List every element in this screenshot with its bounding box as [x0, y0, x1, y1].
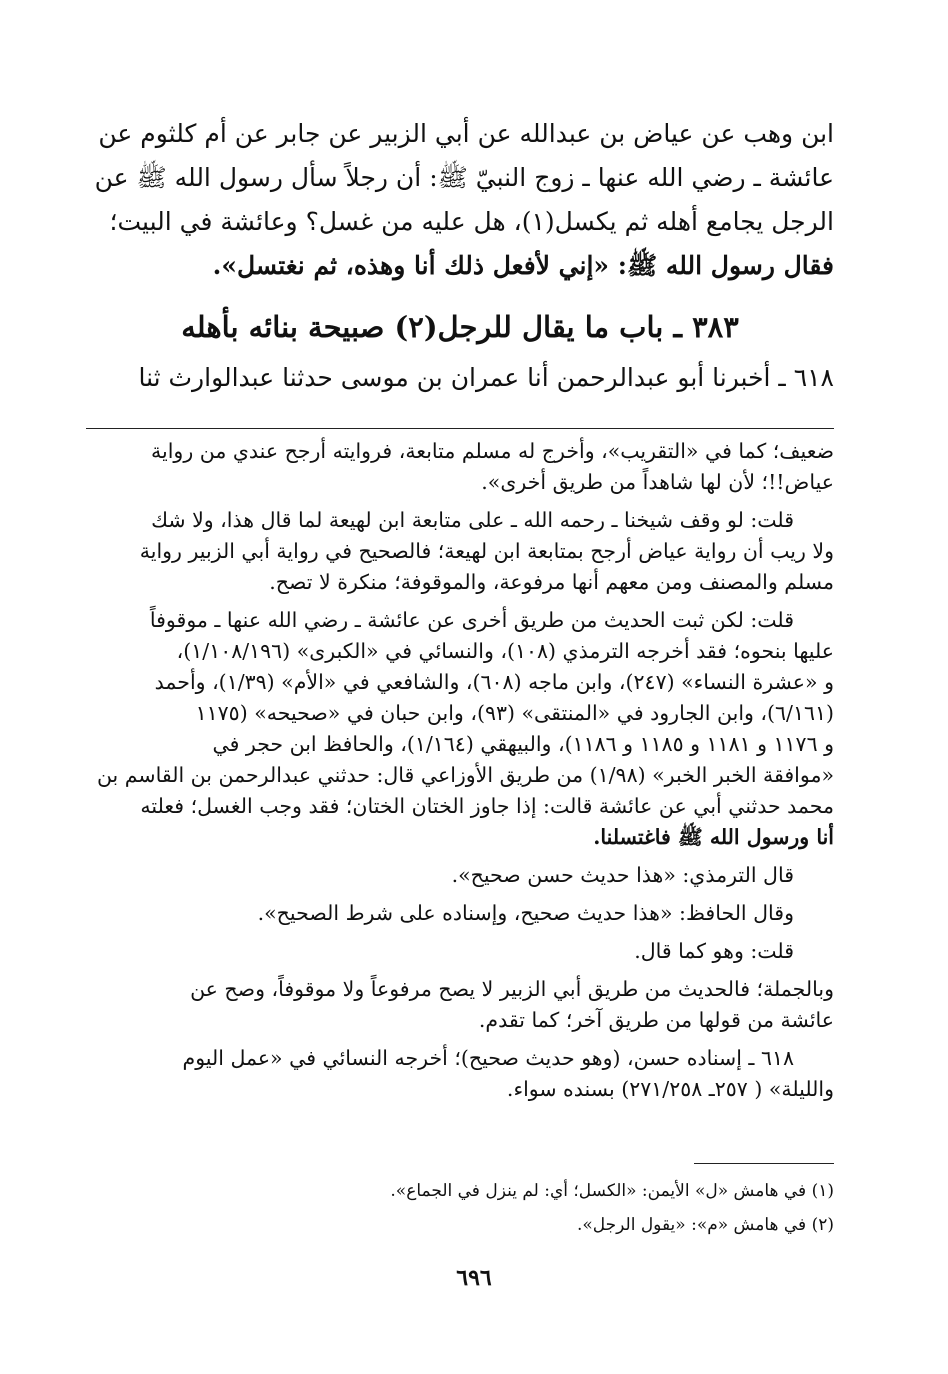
chapter-heading: ٣٨٣ ـ باب ما يقال للرجل(٢) صبيحة بنائه بأهله [181, 310, 739, 344]
text-line: الرجل يجامع أهله ثم يكسل(١)، هل عليه من غسل؟ وعائشة في البيت؛ [109, 207, 834, 236]
commentary-line: محمد حدثني أبي عن عائشة قالت: إذا جاوز الختان الختان؛ فقد وجب الغسل؛ فعلته [140, 794, 834, 818]
commentary-line: و ١١٧٦ و ١١٨١ و ١١٨٥ و ١١٨٦)، والبيهقي (١/١٦٤)، والحافظ ابن حجر في [212, 732, 834, 756]
commentary-line: قلت: لو وقف شيخنا ـ رحمه الله ـ على متابعة ابن لهيعة لما قال هذا، ولا شك [151, 508, 794, 532]
commentary-line: والليلة» ( ٢٥٧ـ ٢٧١/٢٥٨) بسنده سواء. [506, 1077, 834, 1101]
commentary-line: ٦١٨ ـ إسناده حسن، (وهو حديث صحيح)؛ أخرجه النسائي في «عمل اليوم [182, 1046, 794, 1070]
text-line: فقال رسول الله ﷺ: «إني لأفعل ذلك أنا وهذه، ثم نغتسل». [212, 251, 834, 280]
page-number: ٦٩٦ [456, 1265, 492, 1291]
commentary-line: وبالجملة؛ فالحديث من طريق أبي الزبير لا يصح مرفوعاً ولا موقوفاً، وصح عن [190, 977, 834, 1001]
commentary [86, 436, 834, 1105]
footnote: (١) في هامش «ل» الأيمن: «الكسل؛ أي: لم ينزل في الجماع». [390, 1181, 834, 1201]
commentary-line: قلت: لكن ثبت الحديث من طريق أخرى عن عائشة ـ رضي الله عنها ـ موقوفاً [149, 608, 794, 632]
text-line: عائشة ـ رضي الله عنها ـ زوج النبيّ ﷺ: أن رجلاً سأل رسول الله ﷺ عن [94, 163, 834, 192]
footnote-divider [694, 1163, 834, 1164]
commentary-line: وقال الحافظ: «هذا حديث صحيح، وإسناده على شرط الصحيح». [257, 901, 794, 925]
commentary-divider [86, 428, 834, 429]
footnotes [86, 1174, 834, 1242]
footnote: (٢) في هامش «م»: «يقول الرجل». [576, 1215, 834, 1235]
main-text [86, 112, 834, 288]
commentary-line: قلت: وهو كما قال. [634, 939, 794, 963]
text-line: ابن وهب عن عياض بن عبدالله عن أبي الزبير عن جابر عن أم كلثوم عن [98, 119, 834, 148]
hadith-start: ٦١٨ ـ أخبرنا أبو عبدالرحمن أنا عمران بن موسى حدثنا عبدالوارث ثنا [138, 363, 834, 392]
commentary-line: ضعيف؛ كما في «التقريب»، وأخرج له مسلم متابعة، فروايته أرجح عندي من رواية [151, 439, 834, 463]
commentary-line: عياض!!؛ لأن لها شاهداً من طريق أخرى». [481, 470, 834, 494]
commentary-line: «موافقة الخبر الخبر» (١/٩٨) من طريق الأوزاعي قال: حدثني عبدالرحمن بن القاسم بن [96, 763, 834, 787]
commentary-line: ولا ريب أن رواية عياض أرجح بمتابعة ابن لهيعة؛ فالصحيح في رواية أبي الزبير رواية [139, 539, 834, 563]
commentary-line: (٦/١٦١)، وابن الجارود في «المنتقى» (٩٣)، وابن حبان في «صحيحه» (١١٧٥ [195, 701, 834, 725]
commentary-line: عليها بنحوه؛ فقد أخرجه الترمذي (١٠٨)، والنسائي في «الكبرى» (١/١٠٨/١٩٦)، [176, 639, 834, 663]
commentary-line: قال الترمذي: «هذا حديث حسن صحيح». [451, 863, 794, 887]
commentary-line: و «عشرة النساء» (٢٤٧)، وابن ماجه (٦٠٨)، والشافعي في «الأم» (١/٣٩)، وأحمد [154, 670, 834, 694]
commentary-line: أنا ورسول الله ﷺ فاغتسلنا. [593, 825, 834, 849]
commentary-line: عائشة من قولها من طريق آخر؛ كما تقدم. [478, 1008, 834, 1032]
commentary-line: مسلم والمصنف ومن معهم أنها مرفوعة، والموقوفة؛ منكرة لا تصح. [269, 570, 834, 594]
